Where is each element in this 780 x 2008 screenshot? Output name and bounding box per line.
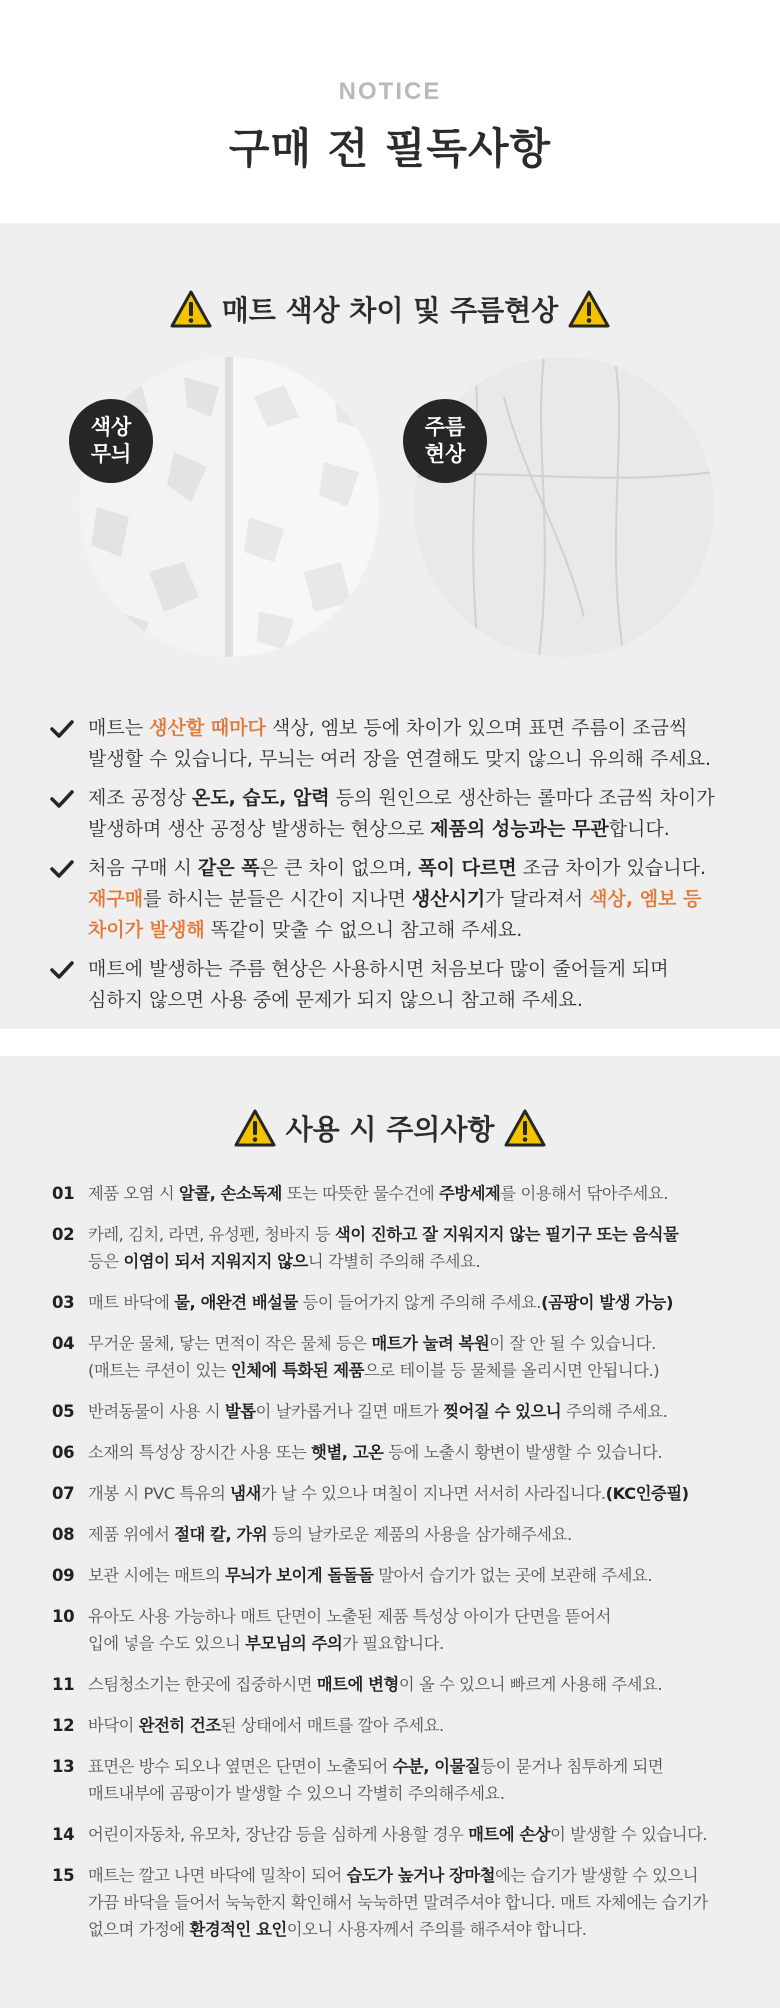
body-text: 가 날 수 있으나 며칠이 지나면 서서히 사라집니다. <box>260 1484 606 1503</box>
body-text: 제조 공정상 <box>88 787 192 809</box>
text-line <box>88 954 740 985</box>
badge-wrinkle <box>403 399 487 483</box>
item-number: 02 <box>52 1225 75 1244</box>
caution-item <box>52 1562 742 1589</box>
checkmark-icon <box>50 789 74 809</box>
item-number: 12 <box>52 1716 75 1735</box>
bold-text: 매트에 손상 <box>468 1825 551 1844</box>
bold-text: (곰팡이 발생 가능) <box>541 1293 673 1312</box>
highlight-text: 재구매 <box>88 888 144 910</box>
bold-text: 이염이 되서 지워지지 않으 <box>123 1252 308 1271</box>
bold-text: 무늬가 보이게 돌돌돌 <box>224 1566 374 1585</box>
text-line <box>88 853 740 884</box>
caution-item <box>52 1289 742 1316</box>
caution-item <box>52 1712 742 1739</box>
text-line <box>88 1862 742 1889</box>
text-line <box>88 713 740 744</box>
section1-heading <box>0 289 780 329</box>
warning-icon <box>170 290 212 328</box>
check-item <box>50 853 740 946</box>
text-line <box>88 1630 742 1657</box>
checkmark-icon <box>50 719 74 739</box>
body-text: 등의 원인으로 생산하는 롤마다 조금씩 차이가 <box>329 787 715 809</box>
body-text: 반려동물이 사용 시 <box>88 1402 225 1421</box>
body-text: 매트에 발생하는 주름 현상은 사용하시면 처음보다 많이 줄어들게 되며 <box>88 958 669 980</box>
section2-heading <box>0 1108 780 1148</box>
text-line <box>88 1821 742 1848</box>
body-text: 조금 차이가 있습니다. <box>516 857 707 879</box>
bold-text: 주방세제 <box>439 1184 501 1203</box>
caution-list <box>52 1180 742 1957</box>
body-text: 무거운 물체, 닿는 면적이 작은 물체 등은 <box>88 1334 372 1353</box>
checkmark-icon <box>50 960 74 980</box>
item-number: 05 <box>52 1402 75 1421</box>
body-text: 등은 <box>88 1252 124 1271</box>
text-line <box>88 884 740 915</box>
text-line <box>88 985 740 1016</box>
badge-line: 색상 <box>90 415 132 439</box>
notice-label: NOTICE <box>338 78 442 105</box>
body-text: 스팀청소기는 한곳에 집중하시면 <box>88 1675 317 1694</box>
body-text: 심하지 않으면 사용 중에 문제가 되지 않으니 참고해 주세요. <box>88 989 583 1011</box>
item-number: 15 <box>52 1866 75 1885</box>
item-number: 11 <box>52 1675 75 1694</box>
item-number: 07 <box>52 1484 75 1503</box>
text-line <box>88 1671 742 1698</box>
caution-item <box>52 1480 742 1507</box>
text-line <box>88 1889 742 1916</box>
highlight-text: 색상, 엠보 등 <box>589 888 702 910</box>
item-number: 14 <box>52 1825 75 1844</box>
item-number: 08 <box>52 1525 75 1544</box>
bold-text: 절대 칼, 가위 <box>174 1525 268 1544</box>
bold-text: 완전히 건조 <box>138 1716 221 1735</box>
bold-text: 알콜, 손소독제 <box>178 1184 282 1203</box>
body-text: 등에 노출시 황변이 발생할 수 있습니다. <box>383 1443 663 1462</box>
checkmark-icon <box>50 859 74 879</box>
caution-item <box>52 1398 742 1425</box>
text-line <box>88 915 740 946</box>
highlight-text: 차이가 발생해 <box>88 919 205 941</box>
bold-text: 매트에 변형 <box>316 1675 399 1694</box>
body-text: 카레, 김치, 라면, 유성펜, 청바지 등 <box>88 1225 336 1244</box>
body-text: 처음 구매 시 <box>88 857 198 879</box>
notice-header <box>0 0 780 223</box>
usage-caution-section <box>0 1056 780 2008</box>
text-line <box>88 744 740 775</box>
bold-text: 찢어질 수 있으니 <box>443 1402 562 1421</box>
text-line <box>88 1289 742 1316</box>
check-list <box>50 713 740 1024</box>
warning-icon <box>504 1109 546 1147</box>
page-title: 구매 전 필독사항 <box>228 124 552 173</box>
text-line <box>88 1780 742 1807</box>
badge-line: 현상 <box>424 442 466 466</box>
body-text: 된 상태에서 매트를 깔아 주세요. <box>220 1716 444 1735</box>
body-text: 똑같이 맞출 수 없으니 참고해 주세요. <box>204 919 523 941</box>
check-item <box>50 954 740 1016</box>
text-line <box>88 1248 742 1275</box>
text-line <box>88 1330 742 1357</box>
body-text: 매트 바닥에 <box>88 1293 175 1312</box>
body-text: 소재의 특성상 장시간 사용 또는 <box>88 1443 312 1462</box>
caution-item <box>52 1180 742 1207</box>
body-text: 가끔 바닥을 들어서 눅눅한지 확인해서 눅눅하면 말려주셔야 합니다. 매트 자체에는 습기가 <box>88 1893 708 1912</box>
body-text: 개봉 시 PVC 특유의 <box>88 1484 231 1503</box>
body-text: 제품 위에서 <box>88 1525 175 1544</box>
bold-text: (KC인증필) <box>605 1484 689 1503</box>
text-line <box>88 1753 742 1780</box>
body-text: 발생할 수 있습니다, 무늬는 여러 장을 연결해도 맞지 않으니 유의해 주세요. <box>88 748 712 770</box>
bold-text: 물, 애완견 배설물 <box>174 1293 298 1312</box>
body-text: 없으며 가정에 <box>88 1920 190 1939</box>
body-text: 합니다. <box>608 818 670 840</box>
highlight-text: 생산할 때마다 <box>149 717 266 739</box>
bold-text: 같은 폭 <box>197 857 260 879</box>
body-text: 으로 테이블 등 물체를 올리시면 안됩니다.) <box>364 1361 660 1380</box>
body-text: 주의해 주세요. <box>561 1402 668 1421</box>
section1-title: 매트 색상 차이 및 주름현상 <box>221 294 559 327</box>
caution-item <box>52 1671 742 1698</box>
bold-text: 부모님의 주의 <box>245 1634 343 1653</box>
body-text: 등이 묻거나 침투하게 되면 <box>480 1757 664 1776</box>
body-text: 등의 날카로운 제품의 사용을 삼가해주세요. <box>267 1525 572 1544</box>
item-number: 03 <box>52 1293 75 1312</box>
text-line <box>88 1712 742 1739</box>
body-text: 은 큰 차이 없으며, <box>259 857 419 879</box>
badge-line: 주름 <box>424 415 466 439</box>
text-line <box>88 1521 742 1548</box>
text-line <box>88 1439 742 1466</box>
body-text: 니 각별히 주의해 주세요. <box>307 1252 481 1271</box>
badge-color-pattern <box>69 399 153 483</box>
body-text: 매트내부에 곰팡이가 발생할 수 있으니 각별히 주의해주세요. <box>88 1784 505 1803</box>
text-line <box>88 814 740 845</box>
body-text: 이 날카롭거나 길면 매트가 <box>255 1402 444 1421</box>
text-line <box>88 1398 742 1425</box>
text-line <box>88 1603 742 1630</box>
section2-title: 사용 시 주의사항 <box>285 1113 495 1146</box>
text-line <box>88 1180 742 1207</box>
body-text: 제품 오염 시 <box>88 1184 179 1203</box>
body-text: 보관 시에는 매트의 <box>88 1566 225 1585</box>
body-text: 이 잘 안 될 수 있습니다. <box>489 1334 656 1353</box>
body-text: 어린이자동차, 유모차, 장난감 등을 심하게 사용할 경우 <box>88 1825 469 1844</box>
caution-item <box>52 1862 742 1943</box>
bold-text: 습도가 높거나 장마철 <box>346 1866 496 1885</box>
body-text: 또는 따뜻한 물수건에 <box>282 1184 440 1203</box>
body-text: 발생하며 생산 공정상 발생하는 현상으로 <box>88 818 431 840</box>
caution-item <box>52 1821 742 1848</box>
warning-icon <box>234 1109 276 1147</box>
item-number: 09 <box>52 1566 75 1585</box>
text-line <box>88 1480 742 1507</box>
body-text: 가 필요합니다. <box>342 1634 444 1653</box>
body-text: 매트는 <box>88 717 150 739</box>
bold-text: 폭이 다르면 <box>418 857 517 879</box>
body-text: 표면은 방수 되오나 옆면은 단면이 노출되어 <box>88 1757 393 1776</box>
body-text: 를 이용해서 닦아주세요. <box>500 1184 668 1203</box>
bold-text: 온도, 습도, 압력 <box>191 787 330 809</box>
item-number: 06 <box>52 1443 75 1462</box>
text-line <box>88 1221 742 1248</box>
caution-item <box>52 1330 742 1384</box>
body-text: 색상, 엠보 등에 차이가 있으며 표면 주름이 조금씩 <box>265 717 688 739</box>
item-number: 01 <box>52 1184 75 1203</box>
bold-text: 생산시기 <box>411 888 486 910</box>
check-item <box>50 713 740 775</box>
text-line <box>88 1357 742 1384</box>
text-line <box>88 1562 742 1589</box>
body-text: 유아도 사용 가능하나 매트 단면이 노출된 제품 특성상 아이가 단면을 뜯어서 <box>88 1607 611 1626</box>
caution-item <box>52 1221 742 1275</box>
item-number: 13 <box>52 1757 75 1776</box>
body-text: 를 하시는 분들은 시간이 지나면 <box>143 888 412 910</box>
bold-text: 발톱 <box>224 1402 256 1421</box>
bold-text: 제품의 성능과는 무관 <box>430 818 609 840</box>
body-text: 이 올 수 있으니 빠르게 사용해 주세요. <box>398 1675 663 1694</box>
mat-color-section <box>0 223 780 1029</box>
body-text: 등이 들어가지 않게 주의해 주세요. <box>297 1293 542 1312</box>
warning-icon <box>568 290 610 328</box>
bold-text: 환경적인 요인 <box>189 1920 287 1939</box>
body-text: 말아서 습기가 없는 곳에 보관해 주세요. <box>373 1566 653 1585</box>
body-text: 바닥이 <box>88 1716 139 1735</box>
caution-item <box>52 1753 742 1807</box>
bold-text: 색이 진하고 잘 지워지지 않는 필기구 또는 음식물 <box>335 1225 679 1244</box>
bold-text: 냄새 <box>230 1484 261 1503</box>
text-line <box>88 1916 742 1943</box>
bold-text: 매트가 눌려 복원 <box>371 1334 490 1353</box>
caution-item <box>52 1439 742 1466</box>
body-text: (매트는 쿠션이 있는 <box>88 1361 231 1380</box>
body-text: 매트는 깔고 나면 바닥에 밀착이 되어 <box>88 1866 347 1885</box>
text-line <box>88 783 740 814</box>
bold-text: 햇볕, 고온 <box>311 1443 384 1462</box>
item-number: 10 <box>52 1607 75 1626</box>
badge-line: 무늬 <box>90 442 132 466</box>
body-text: 에는 습기가 발생할 수 있으니 <box>495 1866 699 1885</box>
caution-item <box>52 1521 742 1548</box>
body-text: 이오니 사용자께서 주의를 해주셔야 합니다. <box>286 1920 587 1939</box>
body-text: 이 발생할 수 있습니다. <box>550 1825 708 1844</box>
body-text: 가 달라져서 <box>485 888 590 910</box>
bold-text: 수분, 이물질 <box>392 1757 481 1776</box>
item-number: 04 <box>52 1334 75 1353</box>
body-text: 입에 넣을 수도 있으니 <box>88 1634 246 1653</box>
caution-item <box>52 1603 742 1657</box>
bold-text: 인체에 특화된 제품 <box>230 1361 365 1380</box>
check-item <box>50 783 740 845</box>
